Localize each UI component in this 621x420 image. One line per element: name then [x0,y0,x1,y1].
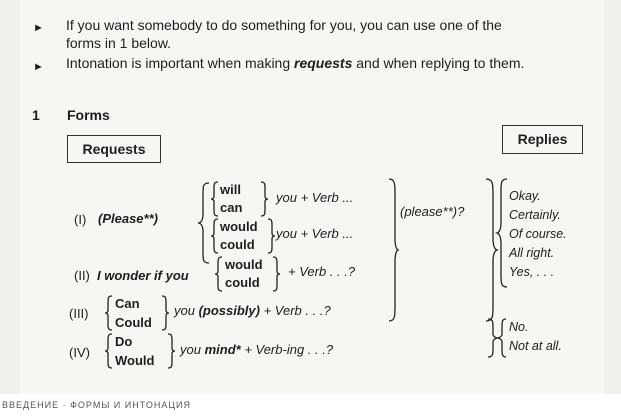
row-3-verb-post: + Verb . . .? [259,303,331,318]
row-4-number: (IV) [69,345,90,360]
bullet-2-arrow-icon: ► [33,61,44,73]
bullet-2-text [66,55,524,71]
reply-positive-1: Okay. [509,189,541,203]
row-2-number: (II) [74,268,90,283]
row-1-brace-a-right-icon [259,181,269,217]
replies-positive-brace-icon [496,178,508,288]
row-3-verb-pre: you [174,303,199,318]
reply-negative-2: Not at all. [509,339,562,353]
row-4-verb-pre: you [180,342,205,357]
row-4-verb-bold: mind* [204,342,241,357]
reply-negative-1: No. [509,320,529,334]
row-4-verb [180,342,333,357]
bottom-strip [0,394,621,420]
row-2-brace-right-icon [271,256,281,292]
replies-negative-brace-right-icon [497,318,507,358]
row-3-number: (III) [69,306,89,321]
rows-right-brace-icon [387,178,399,322]
row-1-brace-a-left-icon [210,181,220,217]
row-1-opt-would: would [220,219,258,234]
row-3-brace-left-icon [104,295,114,331]
reply-positive-4: All right. [509,246,555,260]
row-1-opt-will: will [220,182,241,197]
row-1-please: (Please**) [98,211,158,226]
row-1-verb-b: you + Verb ... [276,226,354,241]
row-2-lead: I wonder if you [97,268,189,283]
replies-header-box: Replies [502,125,583,154]
bullet-2-post: and when replying to them. [352,55,525,71]
row-1-please-tail: (please**)? [400,204,465,219]
row-3-verb-bold: (possibly) [198,303,260,318]
row-2-verb: + Verb . . .? [288,264,356,279]
bullet-2-pre: Intonation is important when making [66,55,295,71]
row-3-brace-right-icon [160,295,170,331]
row-1-opt-could: could [220,237,255,252]
section-title: Forms [67,107,110,123]
row-4-brace-left-icon [104,333,114,369]
row-2-opt-would: would [225,257,263,272]
row-3-verb [174,303,331,318]
row-1-opt-can: can [220,200,243,215]
row-4-opt-would: Would [115,353,155,368]
row-3-opt-can: Can [115,296,140,311]
row-1-verb-a: you + Verb ... [276,190,354,205]
reply-positive-5: Yes, . . . [509,265,555,279]
bullet-1-arrow-icon: ► [33,22,44,34]
textbook-page [20,0,604,394]
requests-header-box: Requests [67,135,161,163]
row-1-brace-b-left-icon [210,218,220,254]
row-1-outer-brace-icon [197,182,211,264]
row-1-number: (I) [74,212,87,227]
row-4-verb-post: + Verb-ing . . .? [240,342,334,357]
row-1-brace-b-right-icon [266,218,276,254]
bullet-1-line-1: If you want somebody to do something for you, you can use one of the [66,17,502,33]
bullet-1-line-2: forms in 1 below. [66,35,172,51]
bullet-2-emphasis: requests [294,55,353,71]
bottom-strip-text: ВВЕДЕНИЕ · ФОРМЫ И ИНТОНАЦИЯ [2,400,191,410]
section-number: 1 [32,107,40,123]
row-4-brace-right-icon [166,333,176,369]
row-4-opt-do: Do [115,334,133,349]
row-3-opt-could: Could [115,315,152,330]
reply-positive-2: Certainly. [509,208,561,222]
row-2-opt-could: could [225,275,260,290]
row-2-brace-left-icon [214,256,224,292]
reply-positive-3: Of course. [509,227,567,241]
